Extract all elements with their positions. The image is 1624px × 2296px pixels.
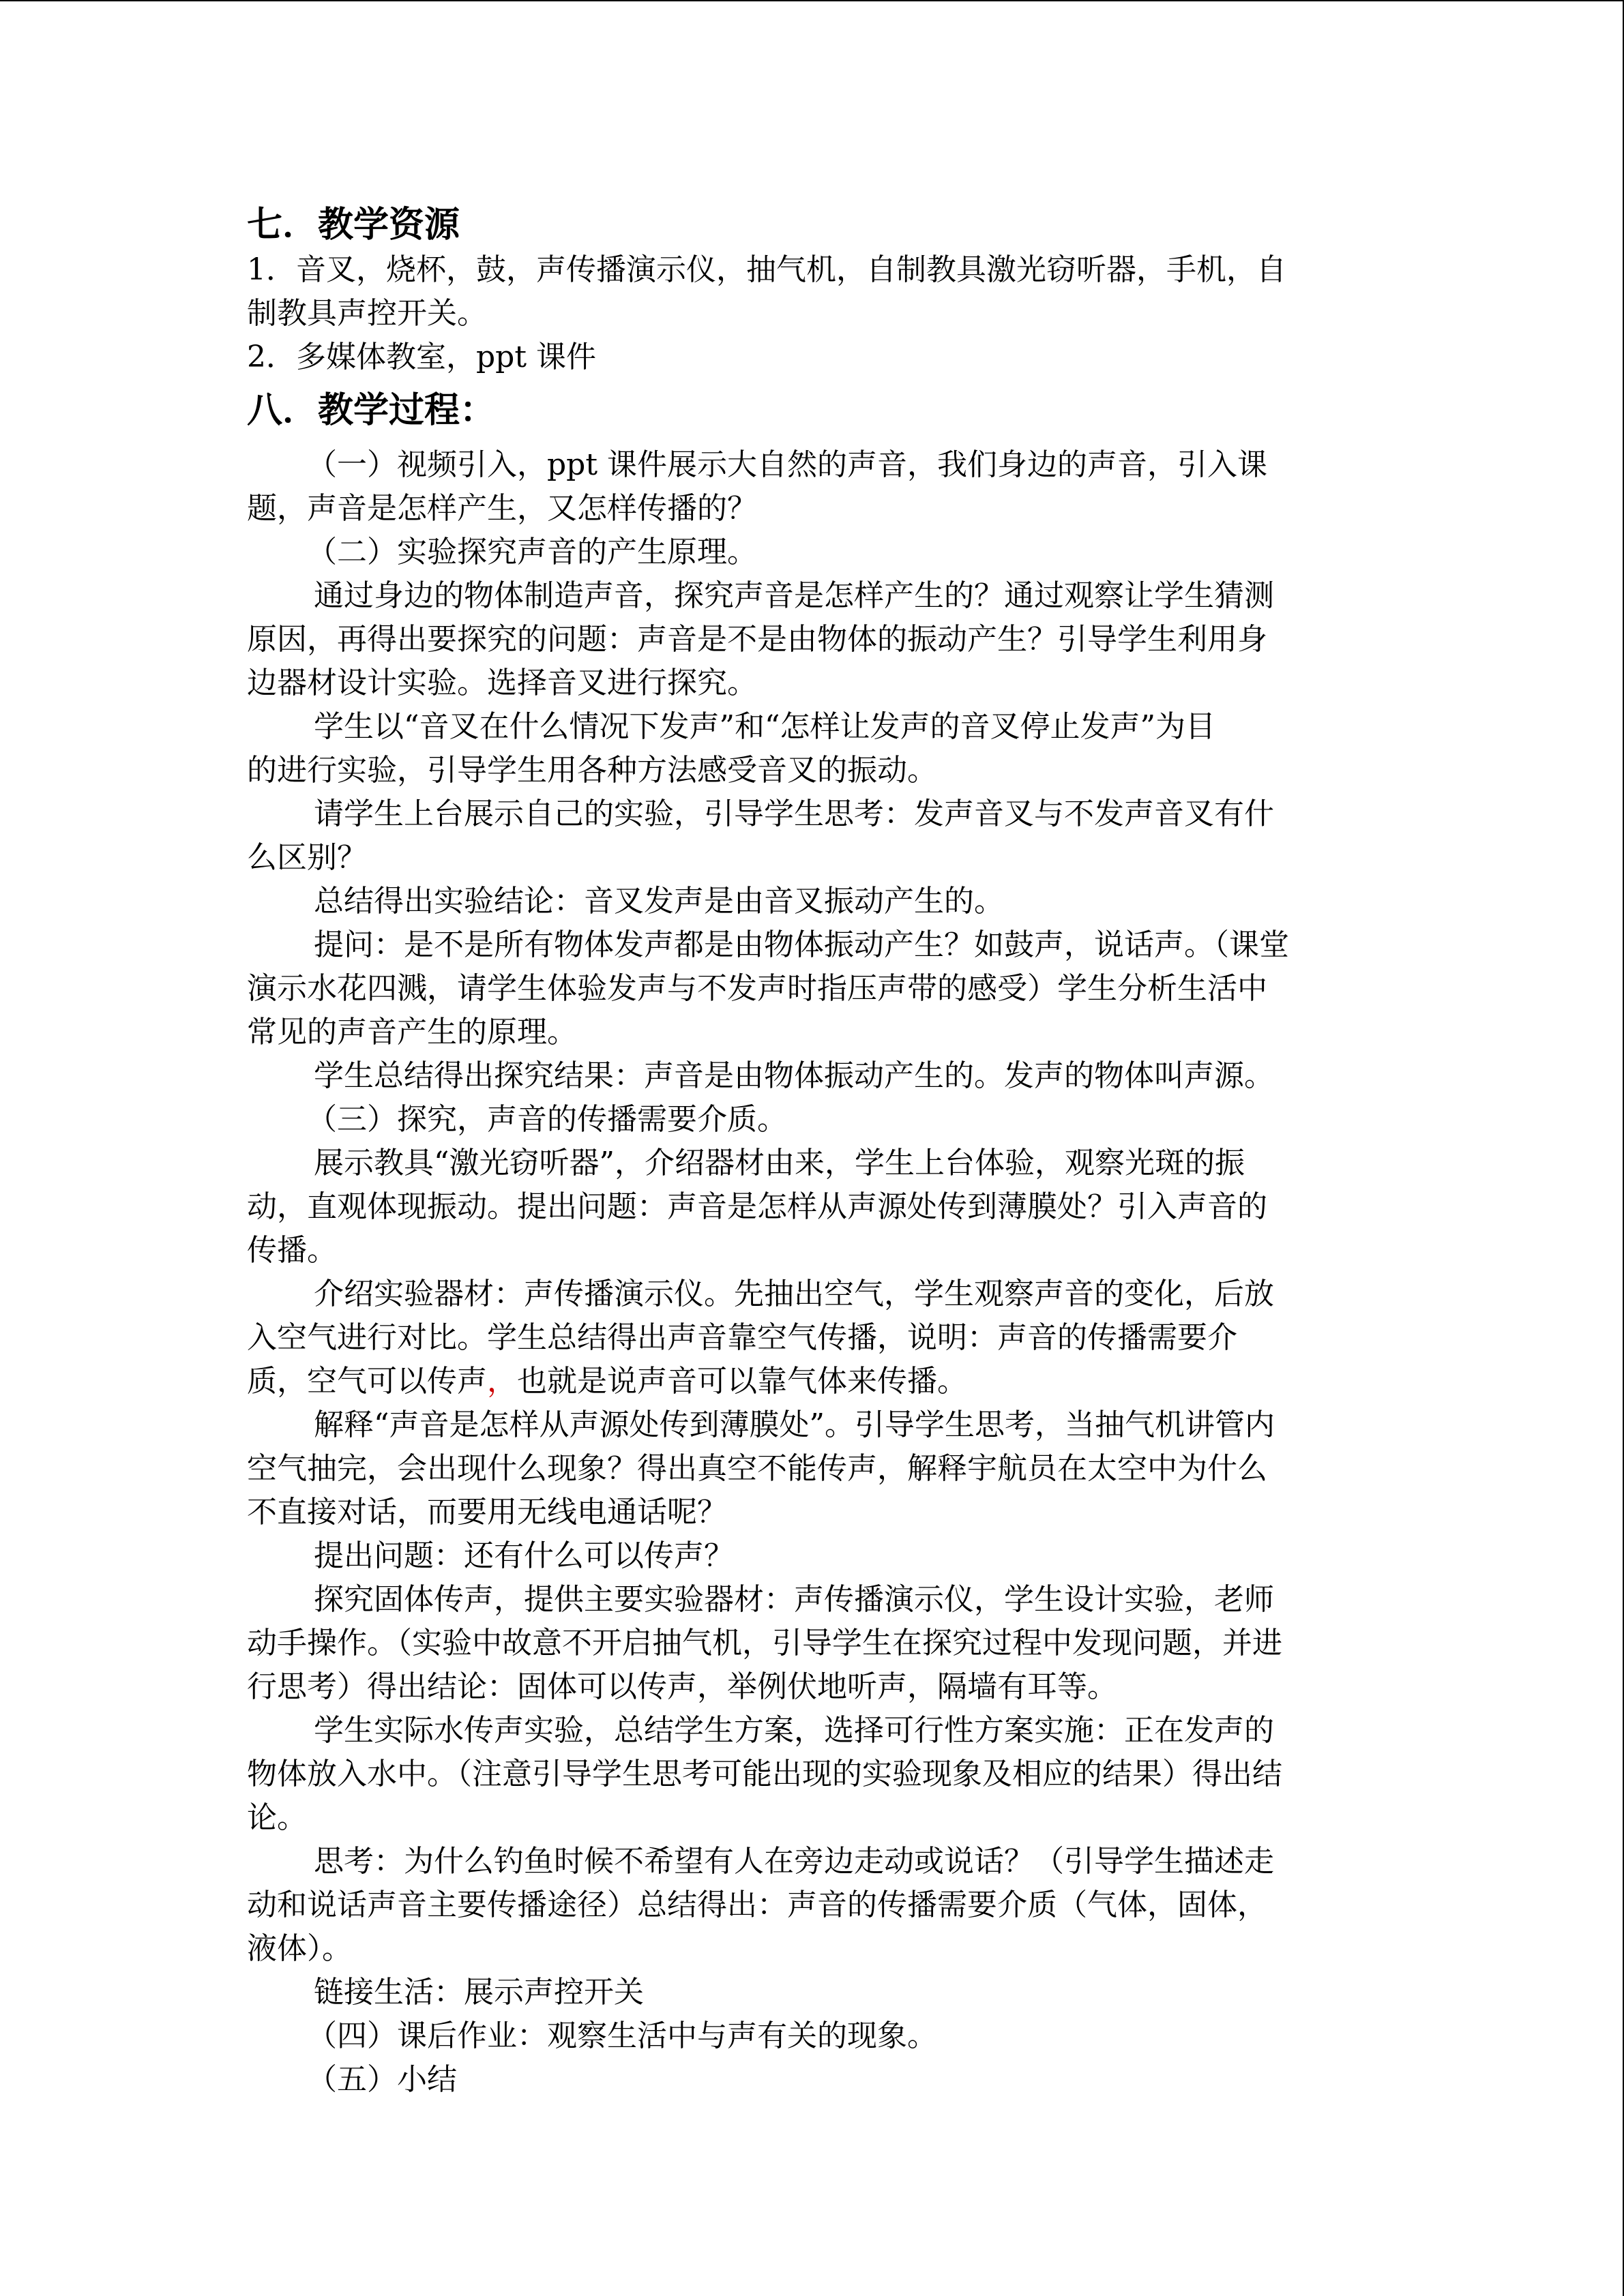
process-paragraph-12 [247,1403,1381,1534]
section-8-title: 八．教学过程： [247,390,496,431]
paragraph-line: 学生实际水传声实验，总结学生方案，选择可行性方案实施：正在发声的 [314,1713,1274,1748]
paragraph-line: 动手操作。（实验中故意不开启抽气机，引导学生在探究过程中发现问题，并进 [247,1626,1282,1660]
paragraph-line-with-red-comma [247,1360,1381,1403]
paragraph-line: 介绍实验器材：声传播演示仪。先抽出空气，学生观察声音的变化，后放 [314,1277,1274,1311]
process-paragraph-16 [247,1840,1381,1971]
paragraph-line: 思考：为什么钓鱼时候不希望有人在旁边走动或说话？（引导学生描述走 [314,1844,1274,1879]
paragraph-line: 常见的声音产生的原理。 [247,1015,577,1049]
process-paragraph-5 [247,792,1381,880]
paragraph-line: 入空气进行对比。学生总结得出声音靠空气传播，说明：声音的传播需要介 [247,1320,1237,1355]
text-segment: 也就是说声音可以靠气体来传播。 [517,1364,967,1399]
paragraph-line: 展示教具“激光窃听器”，介绍器材由来，学生上台体验，观察光斑的振 [314,1146,1245,1180]
paragraph-line: 边器材设计实验。选择音叉进行探究。 [247,666,757,700]
paragraph-line: 提问：是不是所有物体发声都是由物体振动产生？如鼓声，说话声。（课堂 [314,927,1289,962]
paragraph-line: 液体）。 [247,1931,352,1966]
paragraph-line: 学生以“音叉在什么情况下发声”和“怎样让发声的音叉停止发声”为目 [314,709,1215,744]
process-paragraph-4 [247,705,1381,792]
paragraph-line: 请学生上台展示自己的实验，引导学生思考：发声音叉与不发声音叉有什 [314,796,1274,831]
paragraph-line: 物体放入水中。（注意引导学生思考可能出现的实验现象及相应的结果）得出结 [247,1757,1282,1791]
process-paragraph-18 [247,2014,1381,2058]
process-paragraph-15 [247,1709,1381,1840]
process-paragraph-7 [247,923,1381,1054]
paragraph-line: 链接生活：展示声控开关 [314,1975,644,2010]
paragraph-line: （二）实验探究声音的产生原理。 [307,535,757,569]
process-paragraph-14 [247,1578,1381,1709]
resource-item-1-line-1: 1．音叉，烧杯，鼓，声传播演示仪，抽气机，自制教具激光窃听器，手机，自 [247,252,1286,287]
resource-item-2: 2．多媒体教室，ppt 课件 [247,340,596,374]
process-paragraph-6 [247,880,1381,923]
text-segment: 质，空气可以传声 [247,1364,487,1399]
paragraph-line: 提出问题：还有什么可以传声？ [314,1538,734,1573]
process-paragraph-1 [247,443,1381,531]
paragraph-line: 解释“声音是怎样从声源处传到薄膜处”。引导学生思考，当抽气机讲管内 [314,1407,1275,1442]
paragraph-line: 传播。 [247,1233,337,1268]
process-paragraph-9 [247,1098,1381,1142]
document-body [247,202,1381,2102]
paragraph-line: 论。 [247,1800,307,1835]
paragraph-line: 行思考）得出结论：固体可以传声，举例伏地听声，隔墙有耳等。 [247,1669,1117,1704]
paragraph-line: 总结得出实验结论：音叉发声是由音叉振动产生的。 [314,884,1004,919]
paragraph-line: 演示水花四溅，请学生体验发声与不发声时指压声带的感受）学生分析生活中 [247,971,1267,1006]
red-comma: ， [487,1364,517,1399]
process-paragraph-11 [247,1272,1381,1403]
process-paragraph-10 [247,1142,1381,1272]
paragraph-line: 原因，再得出要探究的问题：声音是不是由物体的振动产生？引导学生利用身 [247,622,1267,657]
process-paragraph-8 [247,1054,1381,1098]
paragraph-line: （一）视频引入，ppt 课件展示大自然的声音，我们身边的声音，引入课 [307,447,1267,482]
paragraph-line: 动和说话声音主要传播途径）总结得出：声音的传播需要介质（气体，固体， [247,1888,1267,1922]
process-paragraph-2 [247,531,1381,574]
paragraph-line: 动，直观体现振动。提出问题：声音是怎样从声源处传到薄膜处？引入声音的 [247,1189,1267,1224]
process-paragraph-13 [247,1534,1381,1578]
paragraph-line: 的进行实验，引导学生用各种方法感受音叉的振动。 [247,753,937,788]
paragraph-line: 不直接对话，而要用无线电通话呢？ [247,1495,727,1530]
process-paragraph-17 [247,1971,1381,2014]
paragraph-line: 么区别？ [247,840,367,875]
paragraph-line: （四）课后作业：观察生活中与声有关的现象。 [307,2018,937,2053]
paragraph-line: 探究固体传声，提供主要实验器材：声传播演示仪，学生设计实验，老师 [314,1582,1274,1617]
paragraph-line: 空气抽完，会出现什么现象？得出真空不能传声，解释宇航员在太空中为什么 [247,1451,1267,1486]
paragraph-line: 学生总结得出探究结果：声音是由物体振动产生的。发声的物体叫声源。 [314,1058,1274,1093]
section-7-title: 七．教学资源 [247,205,460,245]
paragraph-line: （五）小结 [307,2062,457,2097]
resource-item-1-line-2: 制教具声控开关。 [247,296,487,331]
process-paragraph-3 [247,574,1381,705]
paragraph-line: （三）探究，声音的传播需要介质。 [307,1102,787,1137]
process-paragraph-19 [247,2058,1381,2102]
paragraph-line: 题，声音是怎样产生，又怎样传播的？ [247,491,757,526]
paragraph-line: 通过身边的物体制造声音，探究声音是怎样产生的？通过观察让学生猜测 [314,578,1274,613]
